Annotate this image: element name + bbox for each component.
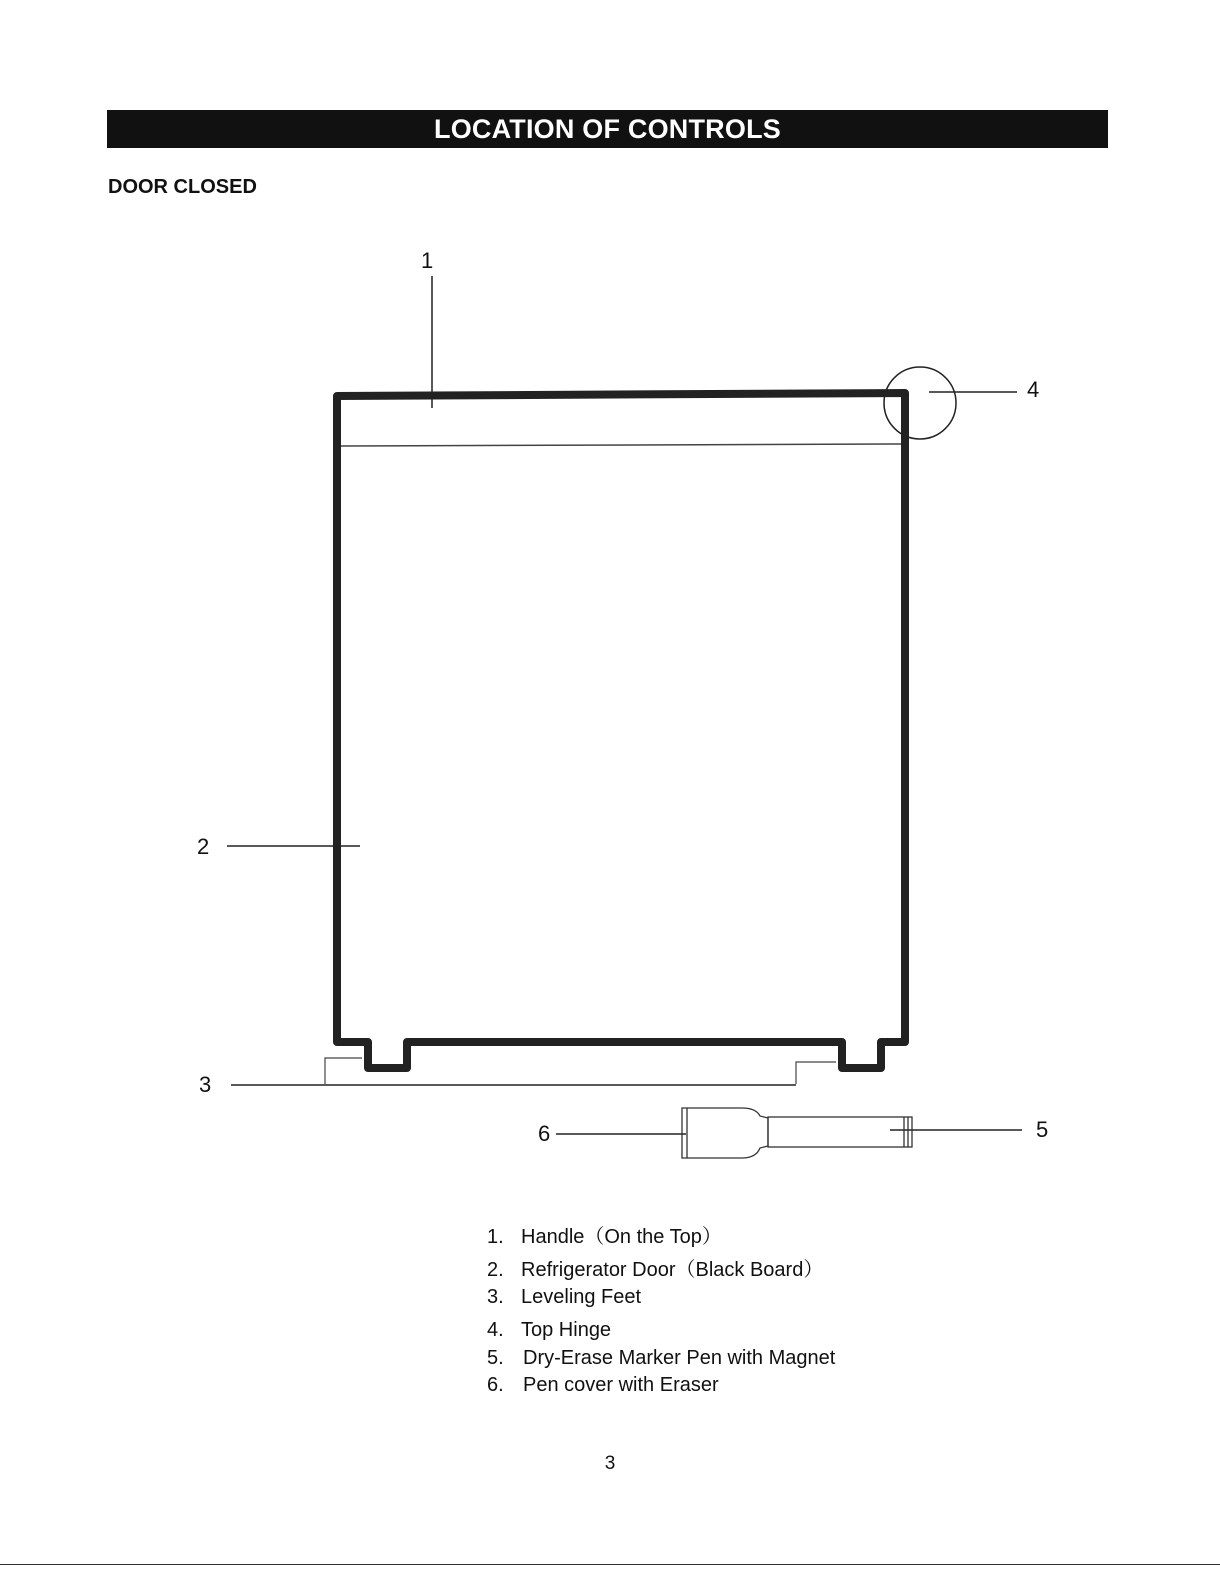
legend-item-label: Leveling Feet [521,1286,642,1308]
legend-item [487,1253,823,1282]
legend-item-number: 5. [487,1347,504,1369]
page-number: 3 [604,1453,616,1474]
legend-item [487,1374,719,1397]
legend-item-label: Handle（On the Top） [521,1226,722,1248]
refrigerator-door-outline [337,393,905,1068]
legend-item [487,1220,722,1249]
callout-1-number: 1 [421,248,434,273]
callout-2-number: 2 [197,834,210,859]
legend-item-number: 2. [487,1259,504,1281]
handle-line [341,444,901,446]
top-hinge-circle [884,367,956,439]
legend-item-label: Top Hinge [521,1319,612,1341]
section-heading: DOOR CLOSED [108,176,257,198]
callout-5-number: 5 [1036,1117,1049,1142]
legend-item-number: 1. [487,1226,504,1248]
marker-pen-icon [682,1108,912,1158]
legend-item [487,1286,641,1309]
page-title: LOCATION OF CONTROLS [107,110,1108,148]
callout-4-number: 4 [1027,377,1040,402]
leveling-foot-right [796,1062,836,1084]
leveling-foot-left [325,1058,362,1084]
legend-item-label: Refrigerator Door（Black Board） [521,1259,824,1281]
legend-item [487,1347,835,1370]
page-bottom-divider [0,1564,1220,1565]
legend-item-label: Dry-Erase Marker Pen with Magnet [523,1347,836,1369]
callout-6-number: 6 [538,1121,551,1146]
callout-3-number: 3 [199,1072,212,1097]
legend-item [487,1319,611,1342]
legend-item-label: Pen cover with Eraser [523,1374,719,1396]
legend-item-number: 6. [487,1374,504,1396]
legend-item-number: 4. [487,1319,504,1341]
legend-item-number: 3. [487,1286,504,1308]
